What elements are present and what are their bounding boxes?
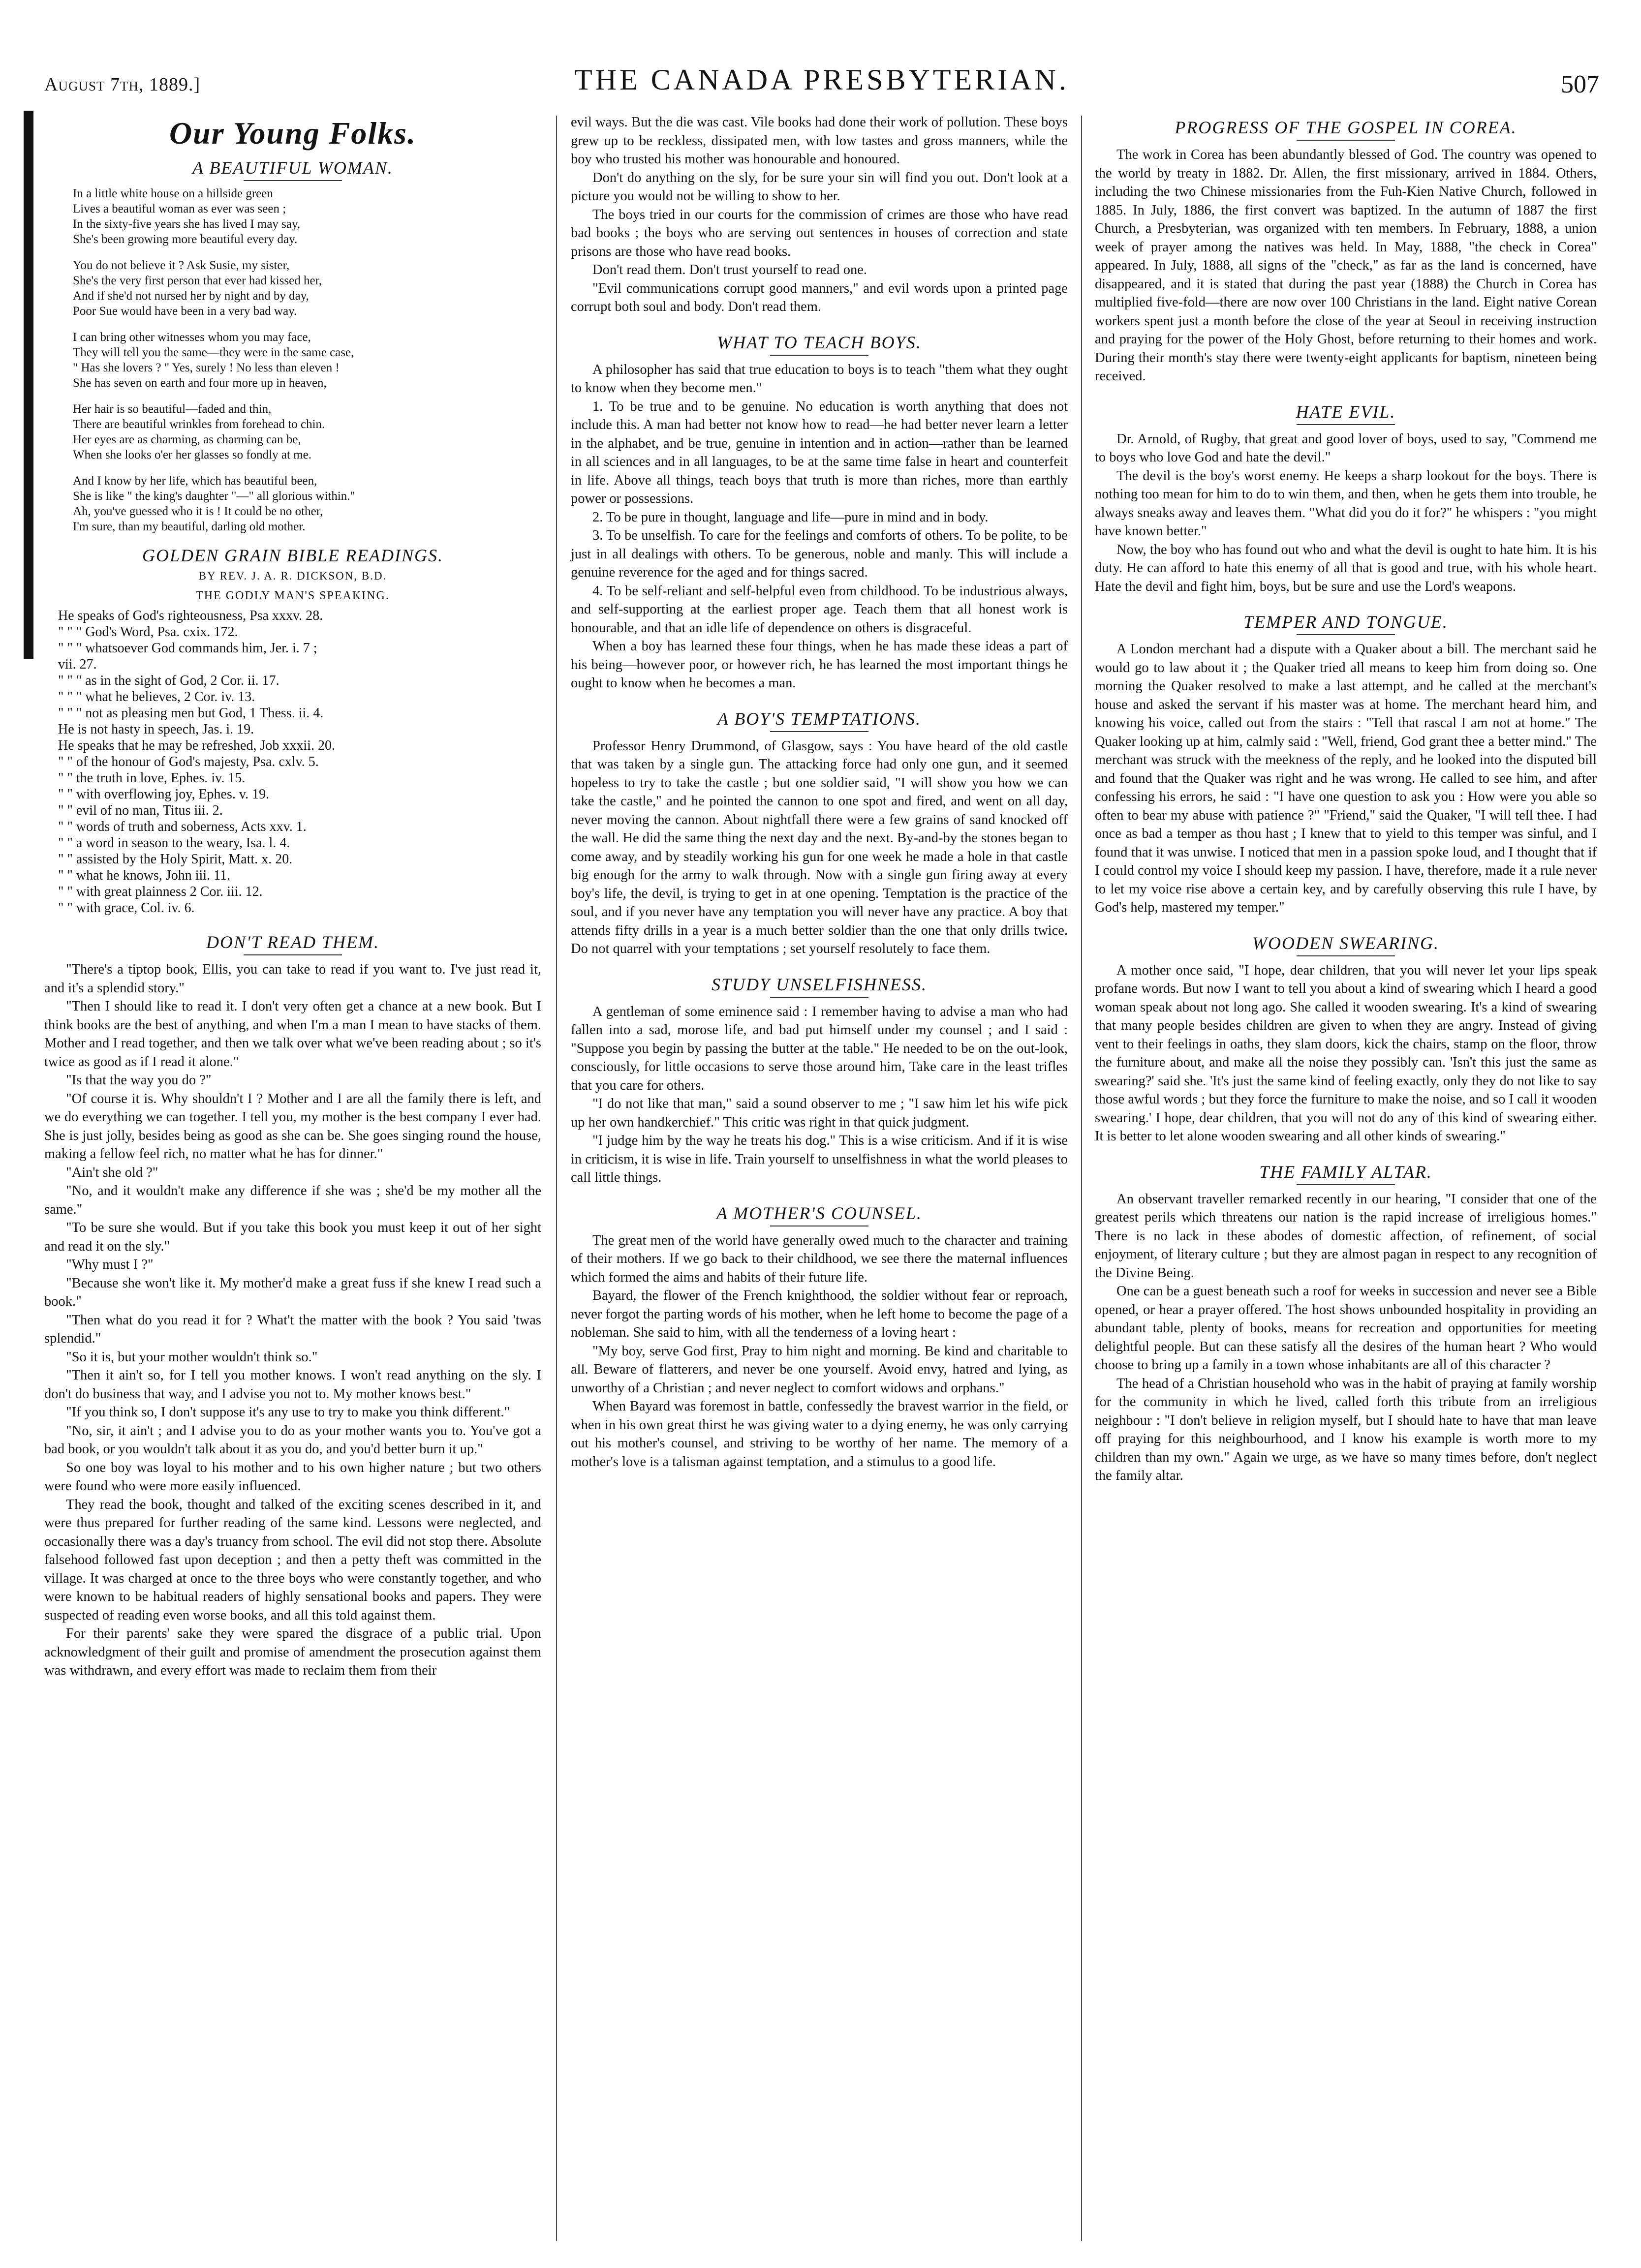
poem-stanza: You do not believe it ? Ask Susie, my sister, She's the very first person that ever had kissed her, And if she'd not nursed her by night and by day, Poor Sue would have been in a very bad way. [73, 259, 322, 318]
article-heading: TEMPER AND TONGUE. [1243, 612, 1448, 632]
heading-rule [1297, 140, 1395, 141]
article-heading: STUDY UNSELFISHNESS. [711, 974, 928, 994]
article-heading: A MOTHER'S COUNSEL. [716, 1203, 923, 1223]
column-divider [1081, 116, 1082, 2241]
paragraph: "So it is, but your mother wouldn't think so." [66, 1349, 318, 1365]
paragraph: 4. To be self-reliant and self-helpful even from childhood. To be industrious always, and self-supporting at the earliest proper age. Teach them that all honest work is honourable, and that an idle life of dependence on others is disgraceful. [571, 583, 1068, 636]
paragraph: Don't read them. Don't trust yourself to read one. [592, 262, 867, 277]
heading-rule [1297, 1184, 1395, 1185]
column-1 [44, 113, 541, 1680]
paragraph: "Because she won't like it. My mother'd make a great fuss if she knew I read such a book." [44, 1275, 541, 1309]
paragraph: One can be a guest beneath such a roof for weeks in succession and never see a Bible opened, or hear a prayer offered. The host shows unbounded hospitality in providing an abundant table, plenty of books, means for recreation and opportunities for meeting delightful people. But can these satisfy all the desires of the human heart ? Who would choose to bring up a family in a town whose inhabitants are all of this character ? [1095, 1284, 1597, 1373]
column-divider [556, 116, 557, 2241]
paragraph: Don't do anything on the sly, for be sure your sin will find you out. Don't look at a picture you would not be willing to show to her. [571, 170, 1068, 204]
paragraph: "If you think so, I don't suppose it's any use to try to make you think different." [66, 1405, 510, 1420]
paragraph: A philosopher has said that true education to boys is to teach "them what they ought to know when they become men." [571, 362, 1068, 396]
column-3 [1095, 113, 1597, 1485]
paragraph: A gentleman of some eminence said : I remember having to advise a man who had fallen into a sad, morose life, and bad put himself under my counsel ; and I said : "Suppose you begin by passing the butter at the table." He needed to be on the out-look, consciously, for little occasions to serve those around him, Take care in the least trifles that you care for others. [571, 1004, 1068, 1093]
paragraph: For their parents' sake they were spared the disgrace of a public trial. Upon acknowledgment of their guilt and promise of amendment the prosecution against them was withdrawn, and every effort was made to reclaim them from their [44, 1626, 541, 1678]
heading-rule [770, 731, 868, 732]
column-2 [571, 113, 1068, 1471]
paragraph: 3. To be unselfish. To care for the feelings and comforts of others. To be polite, to be just in all dealings with others. To be generous, noble and manly. This will include a genuine reverence for the aged and for things sacred. [571, 528, 1068, 580]
subheading: THE GODLY MAN'S SPEAKING. [196, 589, 390, 602]
page-number: 507 [1561, 70, 1599, 98]
paragraph: "Ain't she old ?" [66, 1165, 158, 1180]
byline: BY REV. J. A. R. DICKSON, B.D. [198, 570, 387, 582]
section-title: Our Young Folks. [169, 116, 417, 151]
paragraph: They read the book, thought and talked of the exciting scenes described in it, and were thus prepared for further reading of the same kind. Lessons were neglected, and occasionally there was a day's truancy from school. The evil did not stop there. Absolute falsehood followed fast upon deception ; and then a petty theft was committed in the village. It was charged at once to the three boys who were constantly together, and who were known to be habitual readers of highly sensational books and papers. They were suspected of reading even worse books, and all this told against them. [44, 1497, 541, 1623]
paragraph: Bayard, the flower of the French knighthood, the soldier without fear or reproach, never forgot the parting words of his mother, when he left home to become the page of a nobleman. She said to him, with all the tenderness of a loving heart : [571, 1288, 1068, 1340]
paragraph: "Then I should like to read it. I don't very often get a chance at a new book. But I think books are the best of anything, and when I'm a man I mean to have stacks of them. Mother and I read together, and then we talk over what we've been reading about ; so it's twice as good as if I read it alone." [44, 999, 541, 1070]
poem-stanza: Her hair is so beautiful—faded and thin, There are beautiful wrinkles from forehead to chin. Her eyes are as charming, as charming can be, When she looks o'er her glasses so fondly at me. [73, 402, 325, 461]
heading-rule [1297, 424, 1395, 425]
paragraph: Professor Henry Drummond, of Glasgow, says : You have heard of the old castle that was taken by a single gun. The attacking force had only one gun, and it seemed hopeless to try to take the castle ; but one soldier said, "I will show you how we can take the castle," and he pointed the cannon to one spot and fired, and went on all day, never moving the cannon. About nightfall there were a few grains of sand knocked off the wall. He did the same thing the next day and the next. By-and-by the stones began to come away, and by steadily working his gun for one week he made a hole in that castle big enough for the army to walk through. Now with a single gun firing away at every boy's life, the devil, is trying to get in at one opening. Temptation is the practice of the soul, and if you never have any temptation you will never have any practice. A boy that attends fifty drills in a year is a much better soldier than the one that only drills twice. Do not quarrel with your temptations ; set yourself resolutely to face them. [571, 738, 1068, 956]
article-heading: A BEAUTIFUL WOMAN. [192, 158, 393, 178]
issue-date: August 7th, 1889.] [44, 74, 201, 95]
paragraph: A mother once said, "I hope, dear children, that you will never let your lips speak profane words. But now I want to tell you about a kind of swearing which I heard a good woman speak about not long ago. She called it wooden swearing. It's a kind of swearing that many people besides children are given to when they are angry. Instead of giving vent to their feelings in oaths, they slam doors, kick the chairs, stamp on the floor, throw the furniture about, and make all the noise they possibly can. 'Isn't this just the same as swearing?' said she. 'It's just the same kind of feeling exactly, only they do not like to say those awful words ; but they force the furniture to make the noise, and so I call it wooden swearing.' I hope, dear children, that you will not do any of this kind of swearing either. It is better to let alone wooden swearing and all other kinds of swearing." [1095, 962, 1597, 1144]
paragraph: "My boy, serve God first, Pray to him night and morning. Be kind and charitable to all. Beware of flatterers, and never be one yourself. Avoid envy, hatred and lying, as unworthy of a Christian ; and never neglect to comfort widows and orphans." [571, 1343, 1068, 1396]
article-heading: HATE EVIL. [1296, 401, 1396, 422]
poem-stanza: And I know by her life, which has beautiful been, She is like " the king's daughter "—" all glorious within." Ah, you've guessed who it is ! It could be no other, I'm sure, than my beautiful, darling old mother. [73, 474, 355, 533]
heading-rule [1297, 634, 1395, 635]
paragraph: "Is that the way you do ?" [66, 1073, 212, 1088]
paragraph: "I judge him by the way he treats his dog." This is a wise criticism. And if it is wise in criticism, it is wise in life. Train yourself to unselfishness in what the world pleases to call little things. [571, 1133, 1068, 1185]
paragraph: "No, sir, it ain't ; and I advise you to do as your mother wants you to. You've got a bad book, or you wouldn't talk about it as you do, and you'd better burn it up." [44, 1423, 541, 1457]
paragraph: The boys tried in our courts for the commission of crimes are those who have read bad books ; the boys who are serving out sentences in houses of correction and state prisons are those who have read books. [571, 207, 1068, 259]
paragraph: 2. To be pure in thought, language and life—pure in mind and in body. [592, 509, 989, 525]
paragraph: When a boy has learned these four things, when he has made these ideas a part of his being—however poor, or however rich, he has learned the most important things he ought to know when he becomes a man. [571, 639, 1068, 691]
paragraph: So one boy was loyal to his mother and to his own higher nature ; but two others were found who were more easily influenced. [44, 1460, 541, 1494]
paragraph: "Evil communications corrupt good manners," and evil words upon a printed page corrupt both soul and body. Don't read them. [571, 280, 1068, 314]
paragraph: When Bayard was foremost in battle, confessedly the bravest warrior in the field, or when in his own great thirst he was giving water to a dying enemy, he was only carrying out his mother's counsel, and striving to be worthy of her name. The memory of a mother's love is a talisman against temptation, and a stimulus to a good life. [571, 1399, 1068, 1470]
paragraph: A London merchant had a dispute with a Quaker about a bill. The merchant said he would go to law about it ; the Quaker tried all means to keep him from doing so. One morning the Quaker resolved to make a last attempt, and he called at the merchant's house and asked the servant if his master was at home. The merchant heard him, and knowing his voice, called out from the stairs : "Tell that rascal I am not at home." The Quaker looking up at him, calmly said : "Well, friend, God grant thee a better mind." The merchant was struck with the meekness of the reply, and he looked into the disputed bill and found that the Quaker was right and he was wrong. He called to see him, and after confessing his errors, he said : "I have one question to ask you : How were you able so often to bear my abuse with patience ?" "Friend," said the Quaker, "I will tell thee. I had once as bad a temper as thou hast ; I knew that to yield to this temper was sinful, and I found that it was unwise. I noticed that men in a passion spoke loud, and I thought that if I could control my voice I should keep my passion. I have, therefore, made it a rule never to let my voice rise above a certain key, and by carefully observing this rule I have, by God's help, mastered my temper." [1095, 642, 1597, 915]
article-heading: WOODEN SWEARING. [1252, 933, 1439, 953]
paragraph: "Why must I ?" [66, 1257, 154, 1272]
article-heading: GOLDEN GRAIN BIBLE READINGS. [142, 546, 443, 565]
paragraph: The work in Corea has been abundantly blessed of God. The country was opened to the world by treaty in 1882. Dr. Allen, the first missionary, arrived in 1884. Others, including the two Chinese missionaries from the Fuh-Kien Native Church, followed in 1885. In July, 1886, the first convert was baptized. In the autumn of 1887 the first Church, a Presbyterian, was organized with ten members. In February, 1888, a union week of prayer among the natives was held. In May, 1888, "the check in Corea" appeared. In July, 1888, all signs of the "check," as far as the land is concerned, have disappeared, and it is stated that during the past year (1888) the Church in Corea has multiplied five-fold—there are now over 100 Christians in the land. Eight native Corean workers spent just a month before the close of the year at Seoul in receiving instruction and praying for the power of the Holy Ghost, before returning to their homes and work. During their month's stay there were twenty-eight applicants for baptism, nineteen being received. [1095, 147, 1597, 384]
paragraph: The head of a Christian household who was in the habit of praying at family worship for the community in which he lived, called forth this tribute from an irreligious neighbour : "I don't believe in religion myself, but I should hate to have that man leave off praying for this neighbourhood, and I know his example is worth more to my children than my own." Again we urge, as we have so many times before, don't neglect the family altar. [1095, 1376, 1597, 1483]
paragraph: "No, and it wouldn't make any difference if she was ; she'd be my mother all the same." [44, 1183, 541, 1217]
poem-stanza: In a little white house on a hillside green Lives a beautiful woman as ever was seen ; In the sixty-five years she has lived I may say, She's been growing more beautiful every day. [73, 187, 301, 246]
heading-rule [244, 954, 342, 955]
masthead [44, 63, 1599, 107]
paragraph: "Then what do you read it for ? What't the matter with the book ? You said 'twas splendid." [44, 1312, 541, 1346]
paragraph: Now, the boy who has found out who and what the devil is ought to hate him. It is his duty. He can afford to hate this enemy of all that is good and true, with his whole heart. Hate the devil and fight him, boys, but be sure and use the Lord's weapons. [1095, 542, 1597, 594]
paragraph: "To be sure she would. But if you take this book you must keep it out of her sight and read it on the sly." [44, 1220, 541, 1254]
heading-rule [770, 355, 868, 356]
paragraph: The great men of the world have generally owed much to the character and training of their mothers. If we go back to their childhood, we see there the maternal influences which formed the aims and habits of their future life. [571, 1232, 1068, 1285]
paragraph: "I do not like that man," said a sound observer to me ; "I saw him let his wife pick up her own handkerchief." This critic was right in that quick judgment. [571, 1096, 1068, 1130]
paragraph: An observant traveller remarked recently in our hearing, "I consider that one of the greatest perils which threatens our nation is the rapid increase of irreligious homes." There is no lack in these abodes of domestic affection, of refinement, of social enjoyment, of literary culture ; but they are almost pagan in respect to any recognition of the Divine Being. [1095, 1191, 1597, 1281]
paragraph: evil ways. But the die was cast. Vile books had done their work of pollution. These boys grew up to be reckless, dissipated men, with low tastes and gross manners, while the boy who trusted his mother was honourable and honoured. [571, 115, 1068, 167]
bible-readings-list: He speaks of God's righteousness, Psa xxxv. 28. " " " God's Word, Psa. cxix. 172. " " " whatsoever God commands him, Jer. i. 7 ; vii. 27. " " " as in the sight of God, 2 Cor. ii. 17. " " " what he believes, 2 Cor. iv. 13. " " " not as pleasing men but God, 1 Thess. ii. 4. He is not hasty in speech, Jas. i. 19. He speaks that he may be refreshed, Job xxxii. 20. " " of the honour of God's majesty, Psa. cxlv. 5. " " the truth in love, Ephes. iv. 15. " " with overflowing joy, Ephes. v. 19. " " evil of no man, Titus iii. 2. " " words of truth and soberness, Acts xxv. 1. " " a word in season to the weary, Isa. l. 4. " " assisted by the Holy Spirit, Matt. x. 20. " " what he knows, John iii. 11. " " with great plainness 2 Cor. iii. 12. " " with grace, Col. iv. 6. [58, 608, 335, 916]
paragraph: Dr. Arnold, of Rugby, that great and good lover of boys, used to say, "Commend me to boys who love God and hate the devil." [1095, 431, 1597, 465]
paragraph: "There's a tiptop book, Ellis, you can take to read if you want to. I've just read it, and it's a splendid story." [44, 962, 541, 996]
paragraph: The devil is the boy's worst enemy. He keeps a sharp lookout for the boys. There is nothing too mean for him to do to win them, and then, when he gets them into trouble, he always sneaks away and leaves them. "What did you do it for?" he whispers : "you might have known better." [1095, 468, 1597, 539]
article-heading: WHAT TO TEACH BOYS. [717, 332, 922, 352]
paragraph: 1. To be true and to be genuine. No education is worth anything that does not include this. A man had better not know how to read—he had better never learn a letter in the alphabet, and be true, genuine in intention and in action—rather than be learned in all sciences and in all languages, to be at the same time false in heart and counterfeit in life. Above all things, teach boys that truth is more than riches, more than earthly power or possessions. [571, 398, 1068, 506]
heading-rule [770, 997, 868, 998]
heading-rule [244, 180, 342, 181]
paragraph: "Of course it is. Why shouldn't I ? Mother and I are all the family there is left, and we do everything we can together. I tell you, my mother is the best company I ever had. She is just jolly, besides being as good as she can be. She goes singing round the house, making a fellow feel rich, no matter what he has for dinner." [44, 1091, 541, 1162]
article-heading: PROGRESS OF THE GOSPEL IN COREA. [1175, 118, 1517, 137]
article-heading: THE FAMILY ALTAR. [1259, 1162, 1432, 1182]
paragraph: "Then it ain't so, for I tell you mother knows. I won't read anything on the sly. I don't do business that way, and I advise you not to. My mother knows best." [44, 1368, 541, 1402]
newspaper-title: THE CANADA PRESBYTERIAN. [574, 63, 1069, 96]
article-heading: DON'T READ THEM. [206, 932, 380, 952]
margin-bar [24, 111, 33, 659]
poem-stanza: I can bring other witnesses whom you may face, They will tell you the same—they were in the same case, " Has she lovers ? " Yes, surely ! No less than eleven ! She has seven on earth and four more up in heaven, [73, 331, 354, 390]
heading-rule [1297, 955, 1395, 956]
article-heading: A BOY'S TEMPTATIONS. [717, 708, 922, 729]
